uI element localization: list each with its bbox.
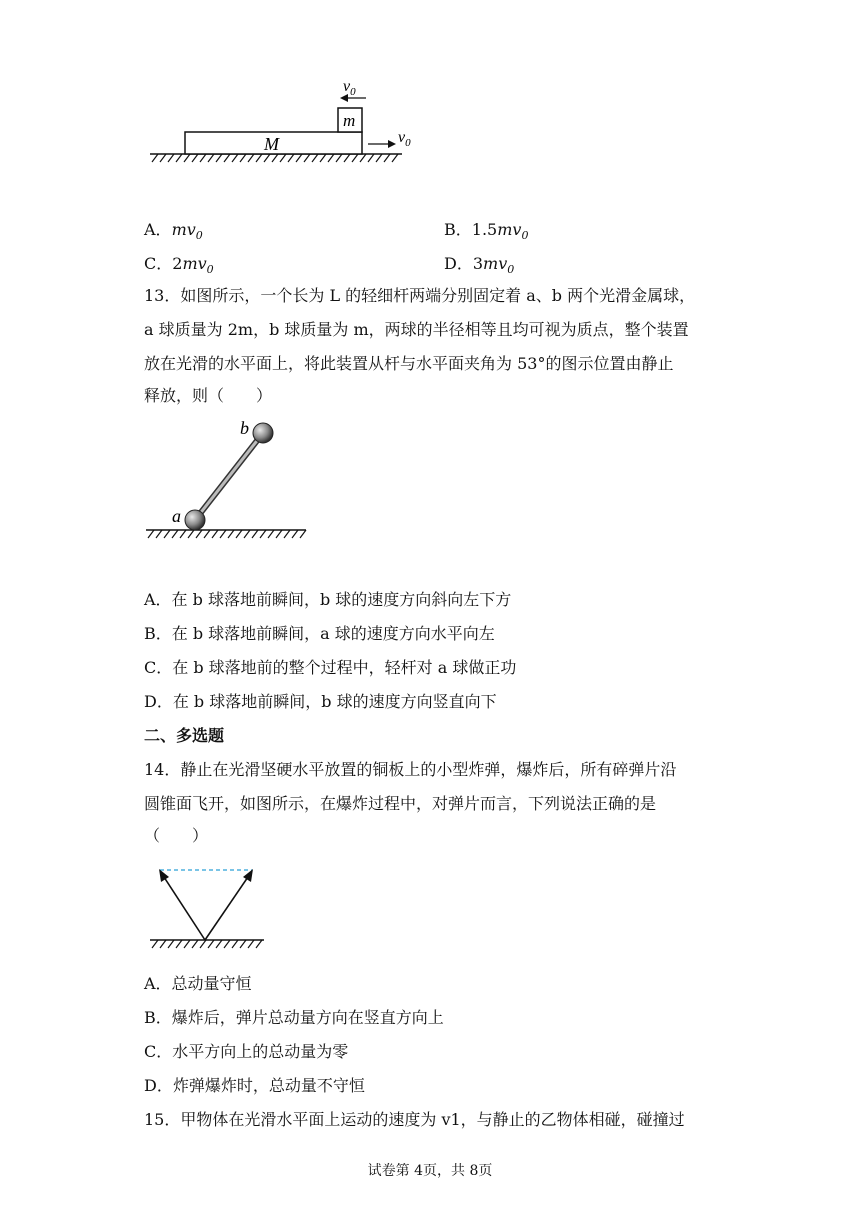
- q14-line-1: 14．静止在光滑坚硬水平放置的铜板上的小型炸弹，爆炸后，所有碎弹片沿: [144, 760, 677, 779]
- q13-line-1: 13．如图所示，一个长为 L 的轻细杆两端分别固定着 a、b 两个光滑金属球，: [144, 286, 696, 305]
- q14-line-2: 圆锥面飞开，如图所示，在爆炸过程中，对弹片而言，下列说法正确的是: [144, 794, 657, 813]
- page-footer: 试卷第 4页，共 8页: [367, 1163, 493, 1179]
- ball-a: [185, 510, 205, 530]
- q14-option-d: D．炸弹爆炸时，总动量不守恒: [144, 1076, 365, 1095]
- section-heading: 二、多选题: [144, 726, 225, 745]
- q14-option-a: A．总动量守恒: [144, 974, 252, 993]
- q13-line-4: 释放，则（ ）: [144, 386, 273, 405]
- figure-cone-explosion: [140, 858, 270, 954]
- label-a: a: [172, 506, 181, 526]
- figure-board-block: [140, 72, 430, 172]
- label-v0-top: $v_0$: [343, 78, 356, 98]
- q14-option-b: B．爆炸后，弹片总动量方向在竖直方向上: [144, 1008, 444, 1027]
- label-m: m: [343, 111, 356, 130]
- label-b: b: [240, 418, 249, 438]
- q15-line-1: 15．甲物体在光滑水平面上运动的速度为 v1，与静止的乙物体相碰，碰撞过: [144, 1110, 685, 1129]
- label-v0-right: $v_0$: [398, 129, 411, 149]
- q13-line-3: 放在光滑的水平面上，将此装置从杆与水平面夹角为 53°的图示位置由静止: [144, 354, 674, 373]
- q13-option-b: B．在 b 球落地前瞬间，a 球的速度方向水平向左: [144, 624, 495, 643]
- q13-option-c: C．在 b 球落地前的整个过程中，轻杆对 a 球做正功: [144, 658, 517, 677]
- q12-option-a: A．$mv_0$: [144, 220, 203, 243]
- q13-option-d: D．在 b 球落地前瞬间，b 球的速度方向竖直向下: [144, 692, 497, 711]
- label-M: M: [264, 134, 279, 154]
- figure-rod-balls: [140, 412, 320, 552]
- q13-option-a: A．在 b 球落地前瞬间，b 球的速度方向斜向左下方: [144, 590, 512, 609]
- q13-line-2: a 球质量为 2m，b 球质量为 m，两球的半径相等且均可视为质点，整个装置: [144, 320, 689, 339]
- q14-option-c: C．水平方向上的总动量为零: [144, 1042, 349, 1061]
- q12-option-c: C．$2mv_0$: [144, 254, 214, 277]
- ball-b: [253, 423, 273, 443]
- q12-option-b: B．$1.5mv_0$: [444, 220, 529, 243]
- q14-line-3: （ ）: [144, 826, 209, 845]
- q12-option-d: D．$3mv_0$: [444, 254, 515, 277]
